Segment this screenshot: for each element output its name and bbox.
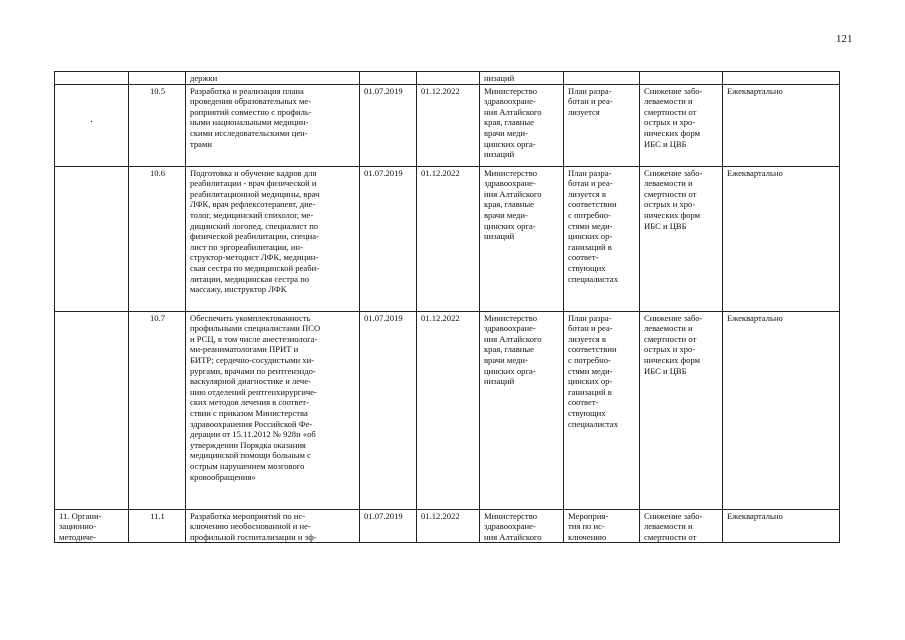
table-row xyxy=(55,84,840,166)
table-row xyxy=(55,311,840,509)
cell-end xyxy=(417,72,480,85)
cell-section xyxy=(55,72,129,85)
cell-responsible: Министерство здравоохране- ния Алтайского края, главные врачи меди- цинских орга- низаций xyxy=(480,166,564,311)
cell-text: Обеспечить укомплектованность профильными специалистами ПСО и РСЦ, в том числе анестезиолога- ми-реаниматологами ПРИТ и БИТР; сердечно-сосудистыми хи- рургами, врачами по рентгенэндо- васкулярной диагностике и лече- нию отделений рентгенхирургиче- ских методов лечения в соответ- ствии с приказом Министерства здравоохранения Российской Фе- дерации от 15.11.2012 № 928н «об утверждении Порядка оказания медицинской помощи больным с острым нарушением мозгового кровообращения» xyxy=(186,311,360,509)
stray-mark: . xyxy=(90,113,93,125)
cell-start: 01.07.2019 xyxy=(360,84,417,166)
cell-responsible: низаций xyxy=(480,72,564,85)
cell-num xyxy=(129,72,186,85)
cell-start: 01.07.2019 xyxy=(360,509,417,543)
table-row xyxy=(55,166,840,311)
cell-text: Разработка и реализация плана проведения образовательных ме- роприятий совместно с профиль- ными национальными медицин- скими исследовательскими цен- трами xyxy=(186,84,360,166)
cell-end: 01.12.2022 xyxy=(417,84,480,166)
page-number: 121 xyxy=(836,33,853,45)
cell-start: 01.07.2019 xyxy=(360,311,417,509)
cell-period: Ежеквартально xyxy=(723,509,840,543)
cell-result: План разра- ботан и реа- лизуется в соответствии с потребно- стями меди- цинских ор- ганизаций в соответ- ствующих специалистах xyxy=(564,166,640,311)
cell-result: Мероприя- тия по ис- ключению xyxy=(564,509,640,543)
cell-effect: Снижение забо- леваемости и смертности от острых и хро- нических форм ИБС и ЦВБ xyxy=(640,311,723,509)
table-row-continuation xyxy=(55,72,840,85)
cell-text: Подготовка и обучение кадров для реабилитации - врач физической и реабилитационной медицины, врач ЛФК, врач рефлексотерапевт, дие- толог, медицинский спихолог, ме- дицинский логопед, специалист по физической реабилитации, специа- лист по эргореабилитации, ин- структор-методист ЛФК, медицин- ская сестра по медицинской реаби- литации, медицинская сестра по массажу, инструктор ЛФК xyxy=(186,166,360,311)
cell-period: Ежеквартально xyxy=(723,84,840,166)
cell-num: 10.7 xyxy=(129,311,186,509)
cell-section xyxy=(55,84,129,166)
cell-text: держки xyxy=(186,72,360,85)
cell-start: 01.07.2019 xyxy=(360,166,417,311)
cell-period xyxy=(723,72,840,85)
cell-num: 10.5 xyxy=(129,84,186,166)
cell-responsible: Министерство здравоохране- ния Алтайского края, главные врачи меди- цинских орга- низаций xyxy=(480,84,564,166)
cell-end: 01.12.2022 xyxy=(417,509,480,543)
cell-num: 11.1 xyxy=(129,509,186,543)
table-row xyxy=(55,509,840,543)
cell-section xyxy=(55,311,129,509)
cell-section xyxy=(55,166,129,311)
cell-effect: Снижение забо- леваемости и смертности от острых и хро- нических форм ИБС и ЦВБ xyxy=(640,84,723,166)
cell-end: 01.12.2022 xyxy=(417,311,480,509)
cell-effect: Снижение забо- леваемости и смертности от острых и хро- нических форм ИБС и ЦВБ xyxy=(640,166,723,311)
cell-period: Ежеквартально xyxy=(723,166,840,311)
cell-start xyxy=(360,72,417,85)
cell-result: План разра- ботан и реа- лизуется в соответствии с потребно- стями меди- цинских ор- ганизаций в соответ- ствующих специалистах xyxy=(564,311,640,509)
cell-section: 11. Органи- зационно- методиче- xyxy=(55,509,129,543)
cell-period: Ежеквартально xyxy=(723,311,840,509)
cell-result xyxy=(564,72,640,85)
plan-table xyxy=(54,71,840,543)
cell-text: Разработка мероприятий по ис- ключению необоснованной и не- профильной госпитализации и эф- xyxy=(186,509,360,543)
cell-num: 10.6 xyxy=(129,166,186,311)
cell-effect: Снижение забо- леваемости и смертности от xyxy=(640,509,723,543)
cell-responsible: Министерство здравоохране- ния Алтайского края, главные врачи меди- цинских орга- низаций xyxy=(480,311,564,509)
cell-result: План разра- ботан и реа- лизуется xyxy=(564,84,640,166)
cell-effect xyxy=(640,72,723,85)
cell-responsible: Министерство здравоохране- ния Алтайского xyxy=(480,509,564,543)
cell-end: 01.12.2022 xyxy=(417,166,480,311)
